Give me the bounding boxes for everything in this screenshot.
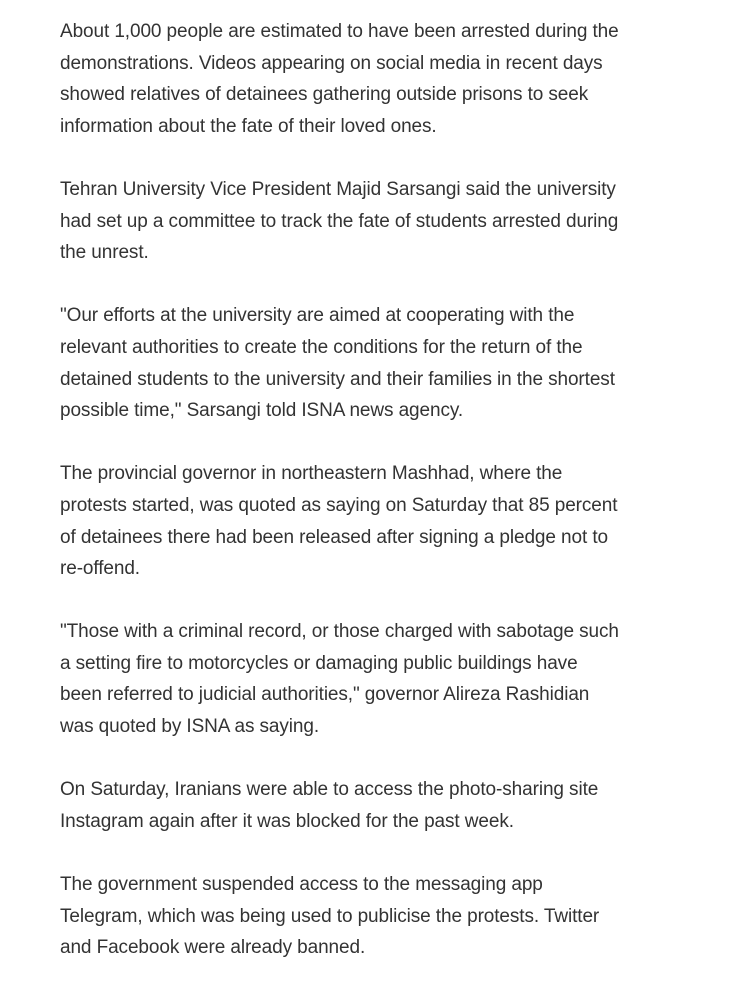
paragraph-rashidian-quote	[60, 616, 680, 742]
paragraph-telegram	[60, 869, 680, 964]
text-line: had set up a committee to track the fate of students arrested during	[60, 210, 619, 232]
text-line: the unrest.	[60, 242, 149, 264]
text-line: relevant authorities to create the conditions for the return of the	[60, 336, 583, 358]
text-line: showed relatives of detainees gathering outside prisons to seek	[60, 84, 589, 106]
text-line: of detainees there had been released after signing a pledge not to	[60, 526, 608, 548]
text-line: The provincial governor in northeastern Mashhad, where the	[60, 463, 563, 485]
text-line: Telegram, which was being used to publicise the protests. Twitter	[60, 905, 600, 927]
text-line: "Our efforts at the university are aimed at cooperating with the	[60, 305, 575, 327]
text-line: protests started, was quoted as saying on Saturday that 85 percent	[60, 494, 618, 516]
text-line: About 1,000 people are estimated to have been arrested during the	[60, 21, 619, 42]
text-line: information about the fate of their loved ones.	[60, 115, 437, 137]
text-line: Instagram again after it was blocked for the past week.	[60, 810, 514, 832]
text-line: detained students to the university and their families in the shortest	[60, 368, 615, 390]
text-line: a setting fire to motorcycles or damaging public buildings have	[60, 652, 578, 674]
text-line: been referred to judicial authorities," governor Alireza Rashidian	[60, 684, 590, 706]
paragraph-mashhad	[60, 458, 680, 584]
text-line: was quoted by ISNA as saying.	[60, 716, 320, 738]
text-line: possible time," Sarsangi told ISNA news agency.	[60, 400, 464, 422]
text-line: Tehran University Vice President Majid Sarsangi said the university	[60, 178, 616, 200]
paragraph-sarsangi-quote	[60, 300, 680, 426]
text-line: demonstrations. Videos appearing on social media in recent days	[60, 52, 603, 74]
paragraph-instagram	[60, 774, 680, 837]
article-body	[60, 16, 680, 995]
text-line: and Facebook were already banned.	[60, 937, 366, 959]
paragraph-arrests	[60, 16, 680, 142]
text-line: On Saturday, Iranians were able to access the photo-sharing site	[60, 779, 599, 801]
text-line: The government suspended access to the messaging app	[60, 874, 543, 896]
text-line: re-offend.	[60, 558, 140, 580]
text-line: "Those with a criminal record, or those charged with sabotage such	[60, 621, 619, 643]
paragraph-university	[60, 174, 680, 269]
